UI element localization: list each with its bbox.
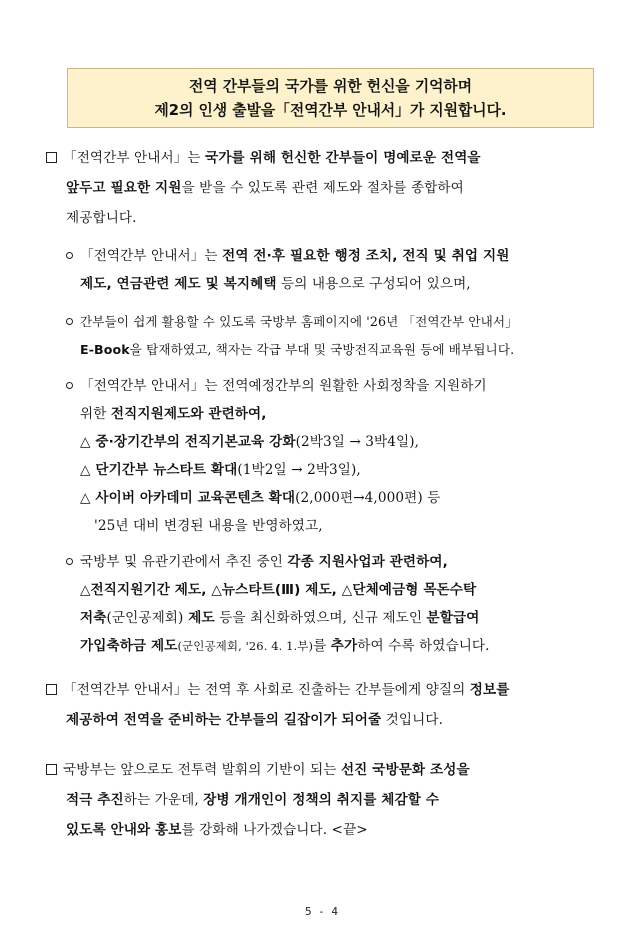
section3-line2: 적극 추진하는 가운데, 장병 개개인이 정책의 취지를 체감할 수	[66, 792, 440, 808]
section1-line2: 앞두고 필요한 지원을 받을 수 있도록 관련 제도와 절차를 종합하여	[66, 180, 464, 196]
section1-line3: 제공합니다.	[66, 210, 137, 226]
section3-line3: 있도록 안내와 홍보를 강화해 나가겠습니다. <끝>	[66, 822, 368, 838]
sub3-line-end: '25년 대비 변경된 내용을 반영하였고,	[94, 518, 323, 534]
sub3-item-3: △ 사이버 아카데미 교육콘텐츠 확대(2,000편→4,000편) 등	[80, 490, 441, 506]
sub2-line1: 간부들이 쉽게 활용할 수 있도록 국방부 홈페이지에 '26년 「전역간부 안내서」	[66, 312, 518, 332]
section2-line1: 「전역간부 안내서」는 전역 후 사회로 진출하는 간부들에게 양질의 정보를	[46, 680, 509, 700]
circle-bullet-icon	[66, 558, 73, 565]
square-bullet-icon	[46, 764, 57, 775]
circle-bullet-icon	[66, 382, 73, 389]
sub3-line2: 위한 전직지원제도와 관련하여,	[80, 406, 267, 422]
sub4-line1: 국방부 및 유관기관에서 추진 중인 각종 지원사업과 관련하여,	[66, 552, 448, 572]
section1-line1: 「전역간부 안내서」는 국가를 위해 헌신한 간부들이 명예로운 전역을	[46, 148, 481, 168]
circle-bullet-icon	[66, 252, 73, 259]
sub4-line3: 저축(군인공제회) 제도 등을 최신화하였으며, 신규 제도인 분할급여	[80, 610, 480, 626]
circle-bullet-icon	[66, 318, 73, 325]
sub4-line2: △전직지원기간 제도, △뉴스타트(Ⅲ) 제도, △단체예금형 목돈수탁	[80, 582, 477, 598]
title-box	[67, 68, 594, 128]
page-number: 5 - 4	[304, 905, 339, 918]
sub1-line2: 제도, 연금관련 제도 및 복지혜택 등의 내용으로 구성되어 있으며,	[80, 276, 471, 292]
sub3-item-1: △ 중·장기간부의 전직기본교육 강화(2박3일 → 3박4일),	[80, 434, 420, 450]
title-line-2: 제2의 인생 출발을「전역간부 안내서」가 지원합니다.	[154, 102, 507, 119]
square-bullet-icon	[46, 684, 57, 695]
title-line-1: 전역 간부들의 국가를 위한 헌신을 기억하며	[188, 78, 473, 95]
section2-line2: 제공하여 전역을 준비하는 간부들의 길잡이가 되어줄 것입니다.	[66, 712, 444, 728]
section3-line1: 국방부는 앞으로도 전투력 발휘의 기반이 되는 선진 국방문화 조성을	[46, 760, 470, 780]
sub4-line4: 가입축하금 제도(군인공제회, '26. 4. 1.부)를 추가하여 수록 하였습니다.	[80, 638, 490, 654]
sub3-line1: 「전역간부 안내서」는 전역예정간부의 원활한 사회정착을 지원하기	[66, 376, 487, 396]
square-bullet-icon	[46, 152, 57, 163]
sub1-line1: 「전역간부 안내서」는 전역 전·후 필요한 행정 조치, 전직 및 취업 지원	[66, 246, 509, 266]
sub3-item-2: △ 단기간부 뉴스타트 확대(1박2일 → 2박3일),	[80, 462, 361, 478]
sub2-line2: E-Book을 탑재하였고, 책자는 각급 부대 및 국방전직교육원 등에 배부됩니다.	[80, 342, 515, 357]
